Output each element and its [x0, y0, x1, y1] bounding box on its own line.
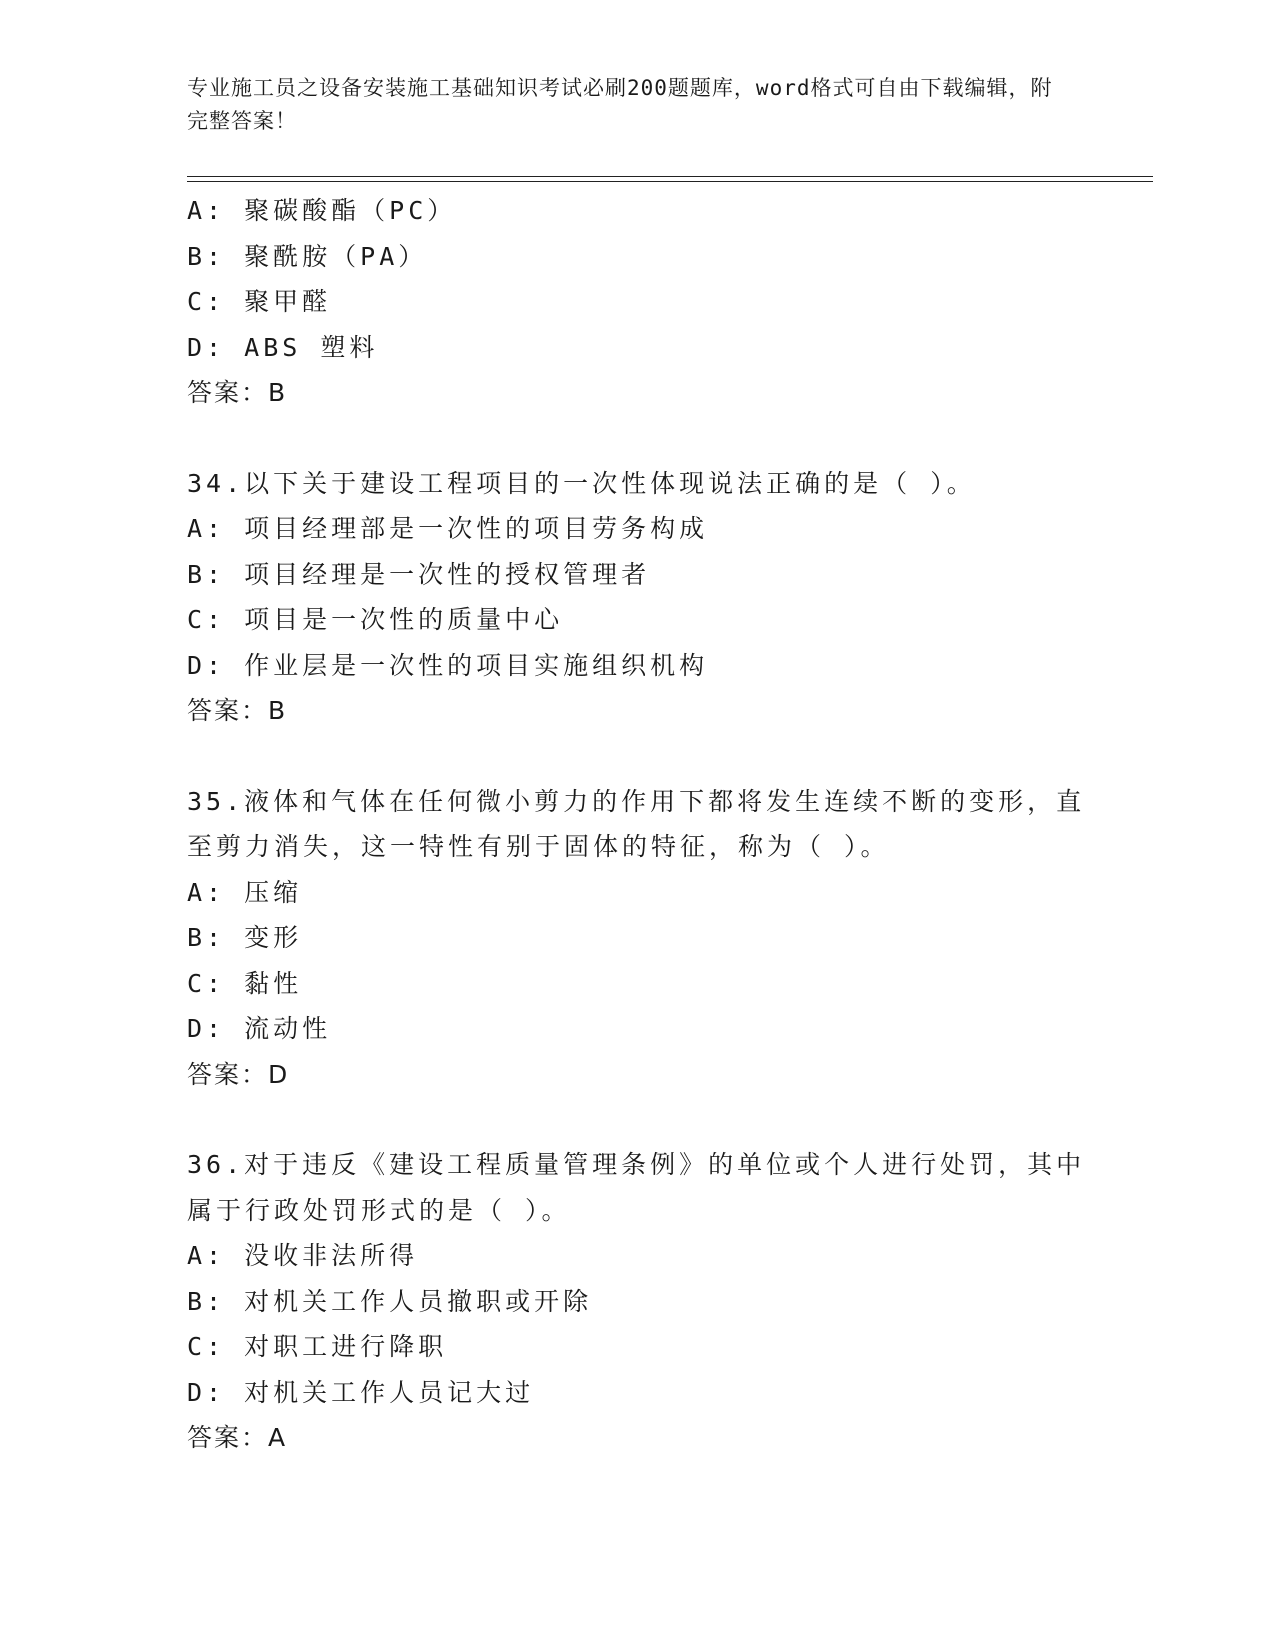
- option-c: C: 对职工进行降职: [187, 1332, 448, 1361]
- option-b: B: 项目经理是一次性的授权管理者: [187, 559, 651, 589]
- option-b: B: 变形: [187, 923, 303, 952]
- question-block: [187, 461, 1087, 734]
- block-spacer: [187, 416, 1087, 461]
- question-text: 34.以下关于建设工程项目的一次性体现说法正确的是（ ）。: [187, 468, 976, 498]
- question-text: 36.对于违反《建设工程质量管理条例》的单位或个人进行处罚，其中属于行政处罚形式的是（ ）。: [187, 1150, 1086, 1225]
- option-d: D: 作业层是一次性的项目实施组织机构: [187, 650, 709, 680]
- option-d: D: 对机关工作人员记大过: [187, 1377, 535, 1407]
- option-c: C: 黏性: [187, 968, 303, 998]
- header-rule-bottom: [187, 181, 1153, 182]
- question-block: [187, 188, 1087, 416]
- option-c: C: 聚甲醛: [187, 287, 332, 316]
- header-rule-top: [187, 176, 1153, 177]
- answer-line: 答案：B: [187, 696, 288, 725]
- block-spacer: [187, 1097, 1087, 1142]
- question-text: 35.液体和气体在任何微小剪力的作用下都将发生连续不断的变形，直至剪力消失，这一特性有别于固体的特征，称为（ ）。: [187, 786, 1086, 861]
- option-c: C: 项目是一次性的质量中心: [187, 605, 564, 634]
- option-a: A: 压缩: [187, 877, 303, 907]
- option-b: B: 聚酰胺（PA）: [187, 241, 428, 271]
- question-list: [187, 188, 1087, 1461]
- answer-line: 答案：D: [187, 1059, 290, 1089]
- option-a: A: 没收非法所得: [187, 1241, 419, 1270]
- option-d: D: 流动性: [187, 1014, 332, 1043]
- answer-line: 答案：A: [187, 1423, 288, 1452]
- option-a: A: 项目经理部是一次性的项目劳务构成: [187, 514, 709, 543]
- document-header: 专业施工员之设备安装施工基础知识考试必刷200题题库，word格式可自由下载编辑，附完整答案！: [187, 76, 1053, 133]
- option-b: B: 对机关工作人员撤职或开除: [187, 1286, 593, 1316]
- option-d: D: ABS 塑料: [187, 332, 379, 362]
- question-block: [187, 1142, 1087, 1461]
- option-a: A: 聚碳酸酯（PC）: [187, 196, 457, 225]
- block-spacer: [187, 734, 1087, 779]
- answer-line: 答案：B: [187, 378, 288, 407]
- question-block: [187, 779, 1087, 1098]
